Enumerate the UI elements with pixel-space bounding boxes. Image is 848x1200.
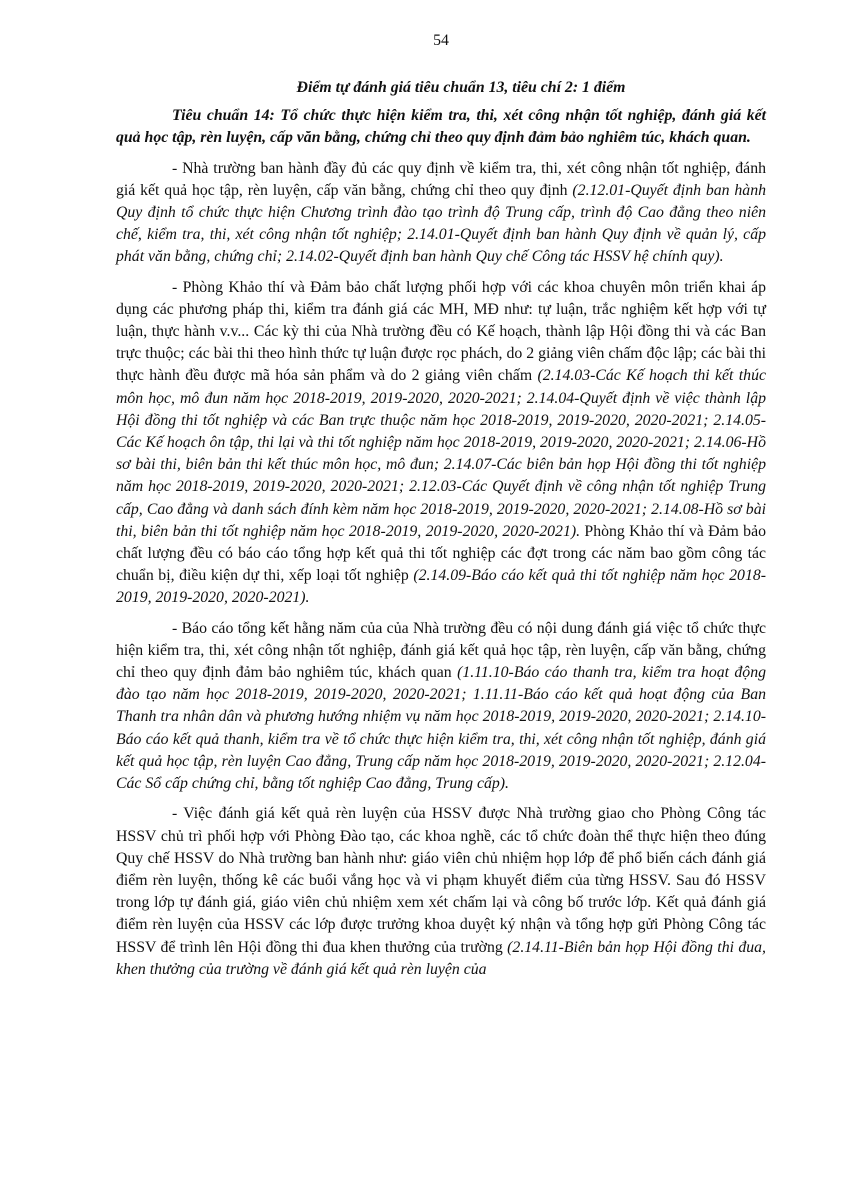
paragraph-conduct-assessment (116, 803, 766, 981)
page-number: 54 (433, 32, 449, 49)
evidence-reference: (2.14.09-Báo cáo kết quả thi tốt nghiệp năm học 2018-2019, 2019-2020, 2020-2021). (116, 567, 766, 607)
standard-14-heading: Tiêu chuẩn 14: Tổ chức thực hiện kiểm tra, thi, xét công nhận tốt nghiệp, đánh giá kết quả học tập, rèn luyện, cấp văn bằng, chứng chỉ theo quy định đảm bảo nghiêm túc, khách quan. (116, 107, 766, 147)
evidence-reference: (1.11.10-Báo cáo thanh tra, kiểm tra hoạt động đào tạo năm học 2018-2019, 2019-2020, 2020-2021; 1.11.11-Báo cáo kết quả hoạt động của Ban Thanh tra nhân dân và phương hướng nhiệm vụ năm học 2018-2019, 2019-2020, 2020-2021; 2.14.10-Báo cáo kết quả thanh, kiểm tra về tổ chức thực hiện kiểm tra, thi, xét công nhận tốt nghiệp, đánh giá kết quả học tập, rèn luyện Cao đẳng, Trung cấp năm học 2018-2019, 2019-2020, 2020-2021; 2.12.04-Các Sổ cấp chứng chỉ, bằng tốt nghiệp Cao đẳng, Trung cấp). (116, 664, 766, 793)
paragraph-text: - Việc đánh giá kết quả rèn luyện của HSSV được Nhà trường giao cho Phòng Công tác HSSV chủ trì phối hợp với Phòng Đào tạo, các khoa nghề, các tổ chức đoàn thể thực hiện theo đúng Quy chế HSSV do Nhà trường ban hành như: giáo viên chủ nhiệm họp lớp để phổ biến cách đánh giá điểm rèn luyện, thống kê các buổi vắng học và vi phạm khuyết điểm của từng HSSV. Sau đó HSSV trong lớp tự đánh giá, giáo viên chủ nhiệm xem xét chấm lại và công bố trước lớp. Kết quả đánh giá điểm rèn luyện của HSSV các lớp được trưởng khoa duyệt ký nhận và tổng hợp gửi Phòng Công tác HSSV để trình lên Hội đồng thi đua khen thưởng của trường (116, 805, 766, 956)
paragraph-text: - Phòng Khảo thí và Đảm bảo chất lượng phối hợp với các khoa chuyên môn triển khai áp dụng các phương pháp thi, kiểm tra đánh giá các MH, MĐ như: tự luận, trắc nghiệm kết hợp với tự luận, thực hành v.v... Các kỳ thi của Nhà trường đều có Kế hoạch, thành lập Hội đồng thi và các Ban trực thuộc; các bài thi theo hình thức tự luận được rọc phách, do 2 giảng viên chấm độc lập; các bài thi thực hành đều được mã hóa sản phẩm và do 2 giảng viên chấm (116, 278, 766, 385)
evidence-reference: (2.12.01-Quyết định ban hành Quy định tổ chức thực hiện Chương trình đào tạo trình độ Trung cấp, trình độ Cao đẳng theo niên chế, kiểm tra, thi, xét công nhận tốt nghiệp; 2.14.01-Quyết định ban hành Quy định về quản lý, cấp phát văn bằng, chứng chỉ; 2.14.02-Quyết định ban hành Quy chế Công tác HSSV hệ chính quy). (116, 181, 766, 266)
paragraph-annual-report (116, 618, 766, 796)
paragraph-text: Phòng Khảo thí và Đảm bảo chất lượng đều có báo cáo tổng hợp kết quả thi tốt nghiệp các đợt trong các năm bao gồm công tác chuẩn bị, điều kiện dự thi, xếp loại tốt nghiệp (116, 522, 766, 585)
paragraph-text: - Nhà trường ban hành đầy đủ các quy định về kiểm tra, thi, xét công nhận tốt nghiệp, đánh giá kết quả học tập, rèn luyện, cấp văn bằng, chứng chỉ theo quy định (116, 159, 766, 199)
self-assessment-score: Điểm tự đánh giá tiêu chuẩn 13, tiêu chí 2: 1 điểm (296, 79, 626, 96)
paragraph-regulations (116, 158, 766, 269)
evidence-reference: (2.14.11-Biên bản họp Hội đồng thi đua, khen thưởng của trường về đánh giá kết quả rèn luyện của (116, 938, 766, 978)
evidence-reference: (2.14.03-Các Kế hoạch thi kết thúc môn học, mô đun năm học 2018-2019, 2019-2020, 2020-2021; 2.14.04-Quyết định về việc thành lập Hội đồng thi tốt nghiệp và các Ban trực thuộc năm học 2018-2019, 2019-2020, 2020-2021; 2.14.05-Các Kế hoạch ôn tập, thi lại và thi tốt nghiệp năm học 2018-2019, 2019-2020, 2020-2021; 2.14.06-Hồ sơ bài thi, biên bản thi kết thúc môn học, mô đun; 2.14.07-Các biên bản họp Hội đồng thi tốt nghiệp năm học 2018-2019, 2019-2020, 2020-2021; 2.12.03-Các Quyết định về công nhận tốt nghiệp Trung cấp, Cao đẳng và danh sách đính kèm năm học 2018-2019, 2019-2020, 2020-2021; 2.14.08-Hồ sơ bài thi, biên bản thi tốt nghiệp năm học 2018-2019, 2019-2020, 2020-2021). (116, 367, 766, 540)
paragraph-exam-organization (116, 277, 766, 610)
paragraph-text: - Báo cáo tổng kết hằng năm của của Nhà trường đều có nội dung đánh giá việc tổ chức thực hiện kiểm tra, thi, xét công nhận tốt nghiệp, đánh giá kết quả học tập, rèn luyện, cấp văn bằng, chứng chỉ theo quy định đảm bảo nghiêm túc, khách quan (116, 619, 766, 682)
